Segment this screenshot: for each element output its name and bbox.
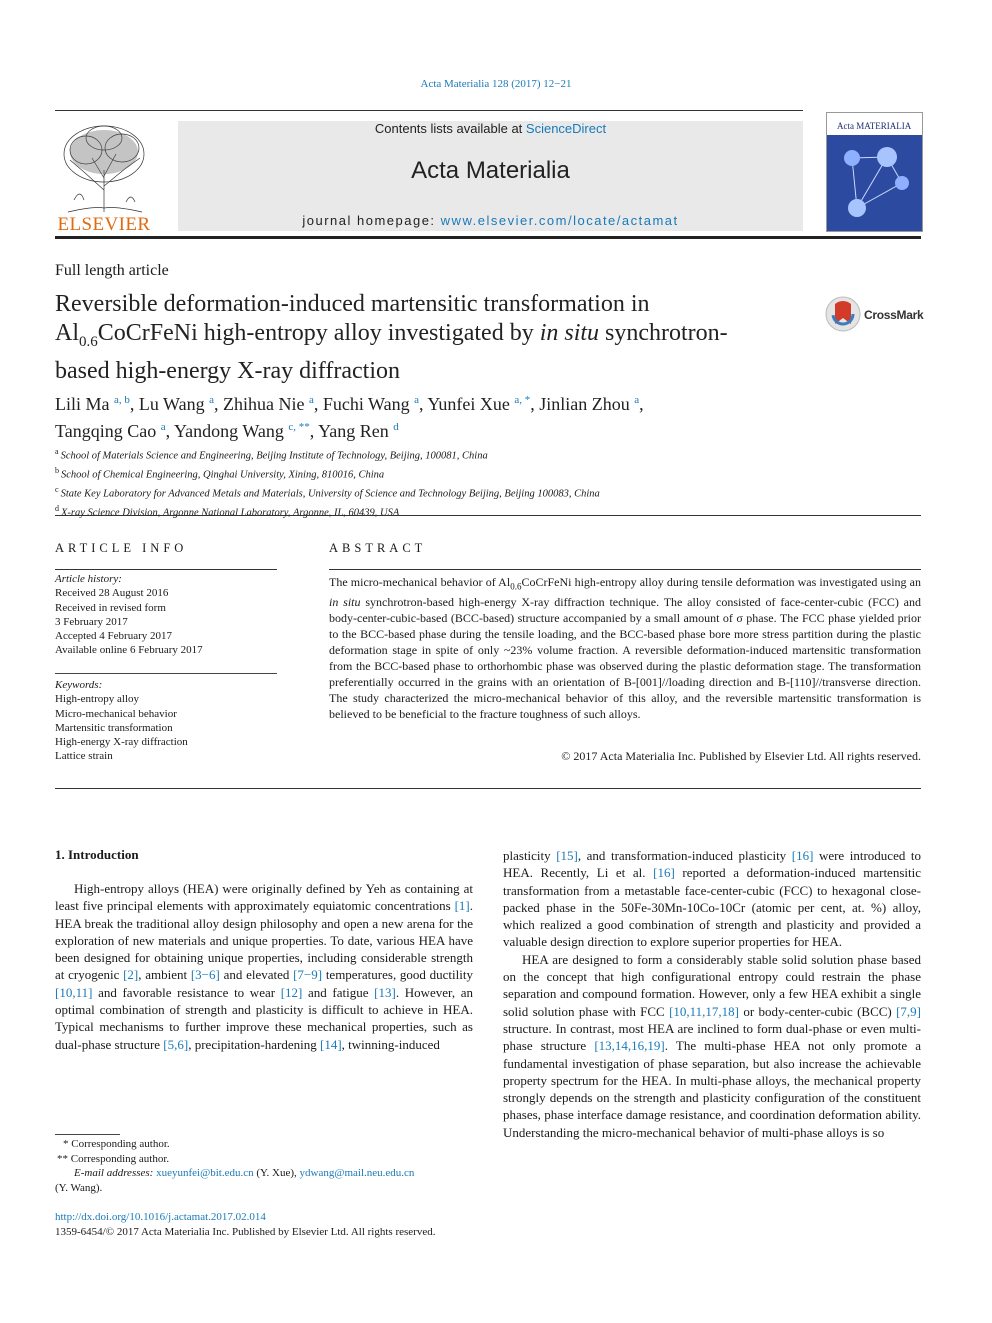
title-line-3: based high-energy X-ray diffraction xyxy=(55,357,400,384)
author-affiliation-marker[interactable]: a xyxy=(160,421,166,433)
author-affiliation-marker[interactable]: a xyxy=(308,394,314,406)
elsevier-wordmark: ELSEVIER xyxy=(57,214,151,235)
history-item: Accepted 4 February 2017 xyxy=(55,630,172,643)
affiliation-item xyxy=(55,483,921,502)
journal-title: Acta Materialia xyxy=(411,157,570,184)
issn-line: 1359-6454/© 2017 Acta Materialia Inc. Published by Elsevier Ltd. All rights reserved. xyxy=(55,1226,436,1238)
keyword-item: Lattice strain xyxy=(55,750,113,763)
affiliation-key: c xyxy=(55,485,59,494)
info-rule xyxy=(55,569,277,570)
author-name[interactable]: Zhihua Nie xyxy=(223,394,305,414)
contents-line xyxy=(178,121,803,136)
affiliation-text: School of Chemical Engineering, Qinghai University, Xining, 810016, China xyxy=(61,469,385,481)
body-text: structure. In contrast, most HEA are inclined to form dual-phase or even multi-phase structure xyxy=(503,1020,921,1054)
abstract-heading: ABSTRACT xyxy=(329,541,427,555)
keyword-item: High-entropy alloy xyxy=(55,693,140,706)
article-info-heading: ARTICLE INFO xyxy=(55,541,188,555)
author-affiliation-marker[interactable]: a, b xyxy=(114,394,130,406)
body-text: were introduced to HEA. Recently, Li et al. xyxy=(503,848,921,881)
article-history xyxy=(55,572,277,658)
reference-link[interactable]: [14] xyxy=(319,1036,342,1052)
email-owner-wang: (Y. Wang). xyxy=(55,1181,103,1194)
contents-prefix: Contents lists available at xyxy=(374,121,526,136)
reference-link[interactable]: [1] xyxy=(454,898,470,914)
history-item: Received 28 August 2016 xyxy=(55,587,169,600)
journal-cover xyxy=(826,112,923,232)
crossmark-icon xyxy=(825,296,861,332)
title-line-2-end: synchrotron- xyxy=(599,320,728,346)
author-affiliation-marker[interactable]: a xyxy=(414,394,419,406)
footnotes xyxy=(55,1137,473,1195)
title-line-2: CoCrFeNi high-entropy alloy investigated by xyxy=(97,320,540,346)
reference-link[interactable]: [3−6] xyxy=(190,967,220,983)
corresponding-author-1: * Corresponding author. xyxy=(63,1138,170,1150)
journal-citation[interactable]: Acta Materialia 128 (2017) 12−21 xyxy=(420,78,572,90)
email-link-wang[interactable]: ydwang@mail.neu.edu.cn xyxy=(299,1167,415,1179)
affiliation-key: d xyxy=(55,504,59,513)
crossmark-label: CrossMark xyxy=(864,308,924,322)
body-text: , and transformation-induced plasticity xyxy=(577,848,792,863)
author-name[interactable]: Lu Wang xyxy=(138,394,205,414)
author-name[interactable]: Tangqing Cao xyxy=(55,421,157,441)
reference-link[interactable]: [10,11] xyxy=(55,984,93,1000)
history-list xyxy=(55,586,277,657)
intro-paragraph-1-cont xyxy=(503,847,921,951)
author-separator: , xyxy=(530,394,540,414)
crossmark-badge[interactable] xyxy=(825,296,925,336)
reference-link[interactable]: [7,9] xyxy=(896,1003,921,1019)
affiliation-item xyxy=(55,445,921,464)
author-separator: , xyxy=(165,421,174,441)
body-text: and fatigue xyxy=(302,984,375,1000)
header-rule xyxy=(55,110,803,111)
body-text: . HEA break the traditional alloy design philosophy and open a new arena for the exploration of new materials and unique properties. To date, various HEA have been designed for obtaining unique properties, including considerable strength at cryogenic xyxy=(55,898,473,983)
reference-link[interactable]: [5,6] xyxy=(163,1036,189,1052)
history-label: Article history: xyxy=(55,573,122,585)
reference-link[interactable]: [2] xyxy=(123,967,139,983)
author-separator: , xyxy=(418,394,428,414)
abstract-text xyxy=(329,574,921,722)
author-separator: , xyxy=(309,421,319,441)
author-separator: , xyxy=(129,394,139,414)
keywords-label: Keywords: xyxy=(55,679,103,691)
reference-link[interactable]: [13,14,16,19] xyxy=(594,1038,665,1054)
sciencedirect-link[interactable]: ScienceDirect xyxy=(525,121,607,136)
homepage-link[interactable]: www.elsevier.com/locate/actamat xyxy=(440,213,679,228)
doi-link[interactable]: http://dx.doi.org/10.1016/j.actamat.2017.02.014 xyxy=(55,1211,266,1223)
footnote-rule xyxy=(55,1134,120,1135)
author-list xyxy=(55,389,921,443)
email-label: E-mail addresses: xyxy=(74,1167,157,1179)
article-title xyxy=(55,290,800,386)
author-name[interactable]: Yang Ren xyxy=(318,421,389,441)
keywords-rule xyxy=(55,673,277,674)
body-text: High-entropy alloys (HEA) were originally defined by Yeh as containing at least five principal elements with approximately equiatomic concentrations xyxy=(55,881,473,914)
affiliation-text: State Key Laboratory for Advanced Metals and Materials, University of Science and Technology Beijing, Beijing 100083, China xyxy=(60,488,600,500)
body-text: . However, an optimal combination of strength and plasticity is difficult to achieve in HEA. Typical mechanisms to further improve these mechanical properties, such as dual-phase structure xyxy=(55,984,473,1052)
elsevier-logo xyxy=(54,120,154,235)
article-type: Full length article xyxy=(55,262,169,279)
intro-paragraph-1 xyxy=(55,880,473,1053)
title-italic: in situ xyxy=(539,320,600,346)
introduction-heading: 1. Introduction xyxy=(55,847,139,862)
abstract-rule xyxy=(329,569,921,570)
abstract-italic: in situ xyxy=(329,595,361,610)
keywords-block xyxy=(55,678,277,764)
body-column-left xyxy=(55,880,473,1053)
author-name[interactable]: Yandong Wang xyxy=(173,421,284,441)
homepage-line xyxy=(178,213,803,228)
journal-masthead xyxy=(178,121,803,231)
body-text: , twinning-induced xyxy=(341,1036,440,1052)
homepage-prefix: journal homepage: xyxy=(302,213,441,228)
abstract-part: The micro-mechanical behavior of Al xyxy=(329,575,511,589)
body-text: HEA are designed to form a considerably stable solid solution phase based on the concept that high configurational entropy could restrain the phase separation and compound formation. However, only a few HEA exhibit a single solid solution phase with FCC xyxy=(503,951,921,1019)
cover-art-icon xyxy=(827,113,922,231)
author-separator: , xyxy=(313,394,323,414)
body-text: temperatures, good ductility xyxy=(322,967,473,983)
affiliation-item xyxy=(55,502,921,521)
title-subscript: 0.6 xyxy=(79,333,98,350)
author-name[interactable]: Lili Ma xyxy=(55,394,110,414)
corresponding-author-2: ** Corresponding author. xyxy=(57,1152,170,1165)
reference-link[interactable]: [10,11,17,18] xyxy=(669,1003,739,1019)
affiliation-key: a xyxy=(55,447,59,456)
body-text: plasticity xyxy=(503,848,557,863)
reference-link[interactable]: [16] xyxy=(791,848,814,863)
history-item: 3 February 2017 xyxy=(55,615,128,628)
author-affiliation-marker[interactable]: a, * xyxy=(514,394,531,406)
affiliation-list xyxy=(55,445,921,521)
author-separator: , xyxy=(214,394,223,414)
abstract-subscript: 0.6 xyxy=(510,581,522,592)
reference-link[interactable]: [13] xyxy=(374,984,396,1000)
author-affiliation-marker[interactable]: a xyxy=(209,394,214,406)
title-al: Al xyxy=(55,320,79,346)
email-owner-xue: (Y. Xue), xyxy=(253,1167,300,1179)
keyword-item: Micro-mechanical behavior xyxy=(55,707,177,720)
author-name[interactable]: Yunfei Xue xyxy=(427,394,510,414)
history-item: Received in revised form xyxy=(55,601,166,614)
affiliation-rule xyxy=(55,515,921,516)
abstract-part: CoCrFeNi high-entropy alloy during tensile deformation was investigated using an xyxy=(521,575,922,589)
intro-paragraph-2 xyxy=(503,951,921,1141)
body-text: , ambient xyxy=(138,967,191,983)
title-line-1: Reversible deformation-induced martensitic transformation in xyxy=(55,291,650,317)
affiliation-key: b xyxy=(55,466,59,475)
reference-link[interactable]: [12] xyxy=(280,984,303,1000)
keyword-item: Martensitic transformation xyxy=(55,721,173,734)
cover-title: Acta MATERIALIA xyxy=(837,121,912,131)
reference-link[interactable]: [16] xyxy=(653,865,675,881)
author-name[interactable]: Jinlian Zhou xyxy=(539,394,630,414)
reference-link[interactable]: [15] xyxy=(556,848,578,863)
keywords-list xyxy=(55,692,277,763)
body-text: or body-center-cubic (BCC) xyxy=(739,1003,897,1019)
abstract-copyright: © 2017 Acta Materialia Inc. Published by Elsevier Ltd. All rights reserved. xyxy=(561,749,921,763)
email-addresses xyxy=(55,1166,473,1181)
history-item: Available online 6 February 2017 xyxy=(55,644,203,657)
author-affiliation-marker[interactable]: d xyxy=(393,421,399,433)
keyword-item: High-energy X-ray diffraction xyxy=(55,736,188,749)
abstract-part: synchrotron-based high-energy X-ray diffraction technique. The alloy consisted of face-center-cubic (FCC) and body-center-cubic-based (BCC-based) structure accompanied by a small amount of σ phase. The FCC phase yielded prior to the BCC-based phase during the tensile loading, and the BCC-based phase bore more stress partition during the plastic deformation stage in spite of only ~23% volume fraction. A reversible deformation-induced martensitic transformation from the BCC-based phase to orthorhombic phase was observed during the plastic deformation stage. The transformation preferentially occurred in the grains with an orientation of B-[001]//loading direction and B-[110]//transverse direction. The study characterized the micro-mechanical behavior of this alloy, and the reversible martensitic transformation is believed to be beneficial to the fracture toughness of such alloys. xyxy=(329,595,921,722)
body-text: . The multi-phase HEA not only promote a fundamental investigation of phase separation, but also increase the achievable property spectrum for the HEA. In multi-phase alloys, the mechanical property strongly depends on the strength and plasticity configuration of the constituent phases, phase interface damage resistance, and coordination deformation ability. Understanding the micro-mechanical behavior of multi-phase alloys is so xyxy=(503,1038,921,1140)
author-name[interactable]: Fuchi Wang xyxy=(322,394,410,414)
elsevier-tree-icon xyxy=(54,120,154,216)
reference-link[interactable]: [7−9] xyxy=(293,967,323,983)
author-affiliation-marker[interactable]: a xyxy=(634,394,640,406)
affiliation-text: School of Materials Science and Engineering, Beijing Institute of Technology, Beijing, 100081, China xyxy=(60,450,488,462)
body-text: and elevated xyxy=(219,967,294,983)
body-text: and favorable resistance to wear xyxy=(92,984,281,1000)
author-separator: , xyxy=(639,394,644,414)
author-affiliation-marker[interactable]: c, ** xyxy=(288,421,310,433)
header-thick-rule xyxy=(55,236,921,239)
body-text: reported a deformation-induced martensitic transformation from a metastable face-center-cubic (FCC) to hexagonal close-packed phase in the 50Fe-30Mn-10Co-10Cr (atomic per cent, at. %) alloy, which realized a good combination of strength and plasticity and provided a valuable design direction to explore superior properties for HEA. xyxy=(503,865,921,950)
body-column-right xyxy=(503,847,921,1141)
affiliation-text: X-ray Science Division, Argonne National Laboratory, Argonne, IL, 60439, USA xyxy=(61,507,400,519)
email-link-xue[interactable]: xueyunfei@bit.edu.cn xyxy=(156,1167,254,1179)
affiliation-item xyxy=(55,464,921,483)
abstract-end-rule xyxy=(55,788,921,789)
body-text: , precipitation-hardening xyxy=(188,1036,320,1052)
